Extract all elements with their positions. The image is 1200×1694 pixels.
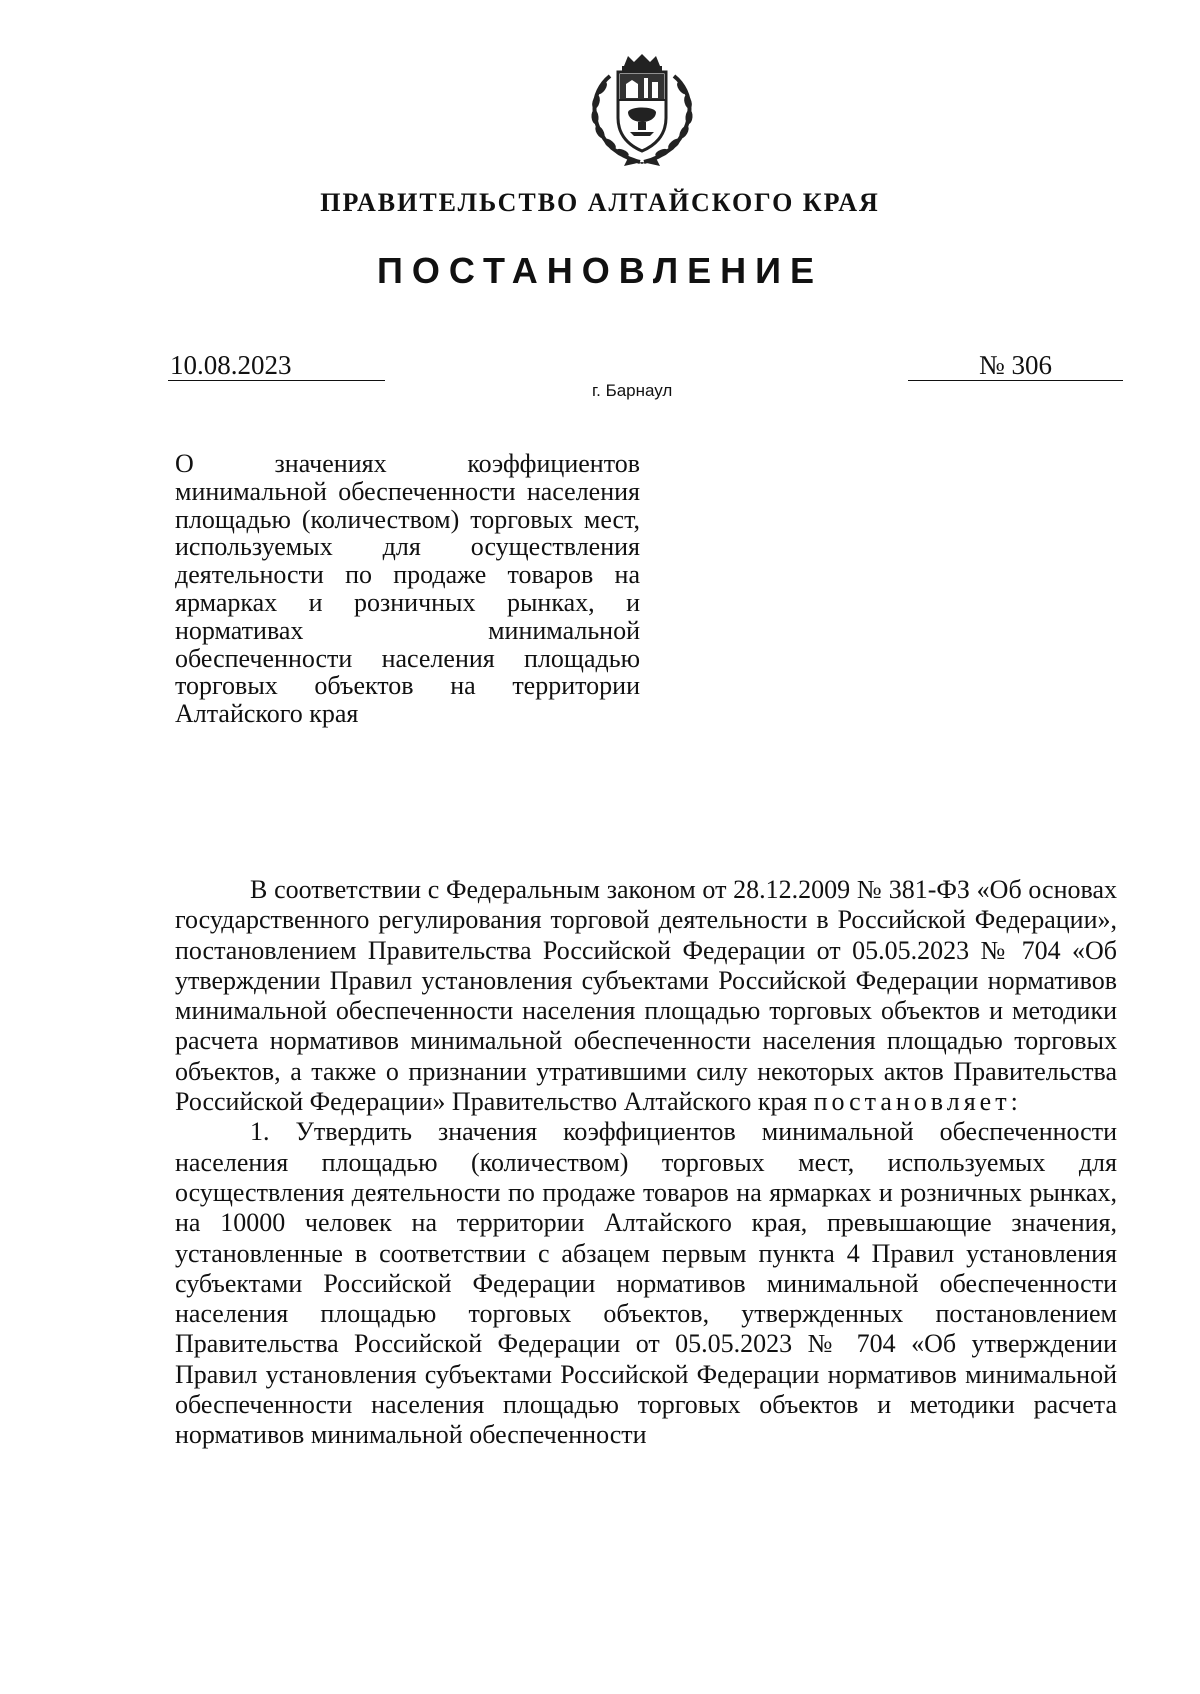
resolves-word: постановляет:: [813, 1087, 1022, 1117]
document-number: № 306: [908, 350, 1123, 381]
document-body: [175, 875, 1117, 1451]
document-type: ПОСТАНОВЛЕНИЕ: [377, 250, 823, 291]
document-subject: О значениях коэффициентов минимальной обеспеченности населения площадью (количеством) торговых мест, используемых для осуществления деятельности по продаже товаров на ярмарках и розничных рынках, и нормативах минимальной обеспеченности населения площадью торговых объектов на территории Алтайского края: [175, 449, 640, 729]
altai-krai-coat-of-arms-icon: [572, 52, 712, 168]
document-date: 10.08.2023: [168, 350, 385, 381]
organization-name: ПРАВИТЕЛЬСТВО АЛТАЙСКОГО КРАЯ: [320, 188, 880, 217]
issue-city: г. Барнаул: [592, 381, 673, 400]
preamble-text: В соответствии с Федеральным законом от 28.12.2009 № 381-ФЗ «Об основах государственного регулирования торговой деятельности в Российской Федерации», постановлением Правительства Российской Федерации от 05.05.2023 № 704 «Об утверждении Правил установления субъектами Российской Федерации нормативов минимальной обеспеченности населения площадью торговых объектов и методики расчета нормативов минимальной обеспеченности населения площадью торговых объектов, а также о признании утратившими силу некоторых актов Правительства Российской Федерации» Правительство Алтайского края: [175, 875, 1117, 1117]
preamble-paragraph: [175, 875, 1117, 1117]
item-1-paragraph: 1. Утвердить значения коэффициентов минимальной обеспеченности населения площадью (количеством) торговых мест, используемых для осуществления деятельности по продаже товаров на ярмарках и розничных рынках, на 10000 человек на территории Алтайского края, превышающие значения, установленные в соответствии с абзацем первым пункта 4 Правил установления субъектами Российской Федерации нормативов минимальной обеспеченности населения площадью торговых объектов, утвержденных постановлением Правительства Российской Федерации от 05.05.2023 № 704 «Об утверждении Правил установления субъектами Российской Федерации нормативов минимальной обеспеченности населения площадью торговых объектов и методики расчета нормативов минимальной обеспеченности: [175, 1117, 1117, 1450]
